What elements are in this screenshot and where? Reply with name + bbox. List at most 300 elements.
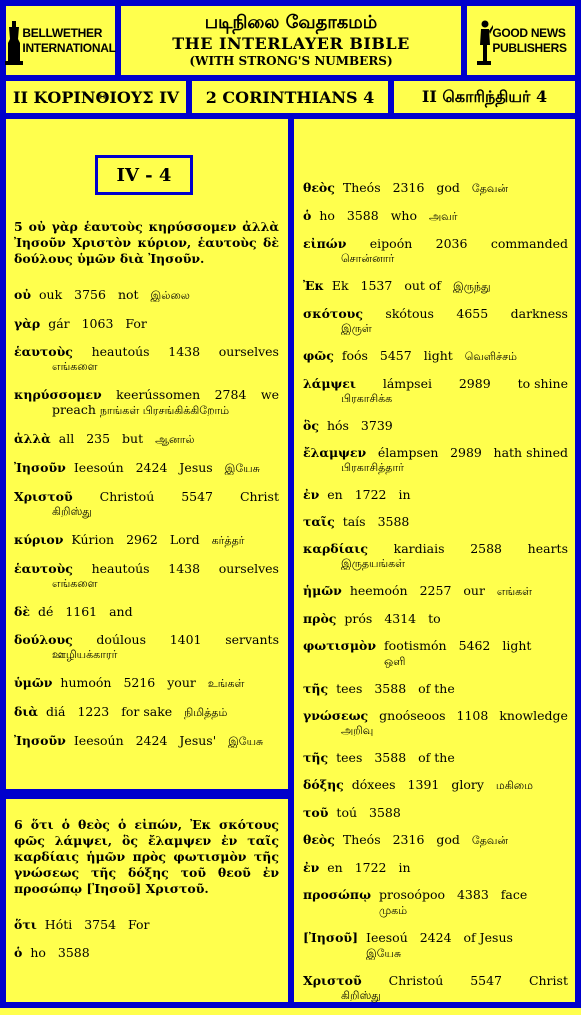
word-entry [14,632,279,662]
gloss-line [38,604,141,619]
word-row [303,208,568,224]
transliteration: gár [48,316,74,331]
word-entry [303,973,568,1003]
transliteration: ho [30,945,50,960]
word-row [303,583,568,599]
strongs-number: 1161 [65,604,102,619]
gloss-line [366,930,568,961]
strongs-number: 4655 [456,306,489,321]
word-row-continued [14,402,279,418]
word-entry [14,561,279,591]
greek-word: ὑμῶν [14,675,53,690]
tamil-gloss: இருள் [341,322,372,335]
transliteration: heemoón [349,583,412,598]
tamil-gloss: மகிமை [495,779,534,792]
word-entry [303,887,568,918]
word-entry [303,418,568,433]
transliteration: Christoú [388,973,444,988]
strongs-number: 3588 [369,805,401,820]
word-row [14,604,279,619]
word-row [303,180,568,196]
english-gloss: for sake [121,704,177,719]
word-entry [303,445,568,475]
bellwether-logo [3,3,118,78]
tamil-gloss: கிறிஸ்து [52,505,92,518]
greek-word: ὁ [14,945,23,960]
strongs-number: 1722 [354,860,391,875]
tamil-gloss: கிறிஸ்து [341,989,381,1002]
strongs-number: 4314 [384,611,421,626]
word-row [14,387,279,402]
english-gloss: who [390,208,421,223]
tamil-gloss: அறிவு [341,724,374,737]
word-entry [14,287,279,303]
bell-tower-icon [5,19,19,63]
transliteration: tees [336,681,367,696]
greek-word: Χριστοῦ [14,489,73,504]
greek-word: γὰρ [14,316,41,331]
word-row [14,675,279,691]
word-row [303,487,568,502]
word-row [14,489,279,504]
word-row [303,708,568,723]
english-gloss: light [423,348,457,363]
word-row [14,917,279,932]
greek-word: Ἰησοῦν [14,460,66,475]
word-entry [303,306,568,336]
strongs-number: 5216 [123,675,160,690]
tamil-gloss: நிமித்தம் [184,706,228,719]
tamil-gloss: இல்லை [150,289,190,302]
word-entry [14,387,279,418]
word-row [14,704,279,720]
strongs-number: 3588 [377,514,410,529]
gloss-line [319,208,465,224]
transliteration: lámpsei [382,376,432,391]
gloss-line [71,532,252,548]
word-row [303,611,568,626]
tamil-gloss: பிரகாசித்தார் [341,461,404,474]
word-row [303,860,568,875]
greek-word: δούλους [14,632,73,647]
word-entry [14,733,279,749]
word-entry [303,708,568,738]
logo-line1: GOOD NEWS [492,25,566,40]
word-row [14,632,279,647]
tamil-gloss: எங்களை [52,577,98,590]
verse5-word-list [14,287,279,749]
word-row [303,887,568,918]
word-row [303,376,568,391]
tamil-gloss: வெளிச்சம் [464,350,518,363]
strongs-number: 1438 [168,344,201,359]
transliteration: Ieesoún [73,460,128,475]
english-gloss: of the [418,681,455,696]
messenger-figure-icon [475,19,489,63]
word-row [303,278,568,294]
strongs-number: 2989 [458,376,491,391]
english-gloss: Christ [528,973,568,988]
strongs-number: 2316 [392,180,429,195]
tamil-gloss: நாங்கள் பிரசங்கிக்கிறோம் [99,404,230,417]
english-gloss: in [398,860,411,875]
subtitle: (WITH STRONG'S NUMBERS) [189,54,393,68]
english-gloss: in [398,487,411,502]
english-gloss: Christ [239,489,279,504]
gloss-line [46,704,235,720]
word-row [303,930,568,961]
transliteration: humoón [60,675,116,690]
word-row [303,236,568,251]
tamil-gloss: பிரகாசிக்க [341,392,393,405]
strongs-number: 5547 [181,489,213,504]
greek-word: γνώσεως [303,708,369,723]
greek-word: φῶς [303,348,334,363]
greek-word: κύριον [14,532,64,547]
greek-word: Χριστοῦ [303,973,362,988]
word-entry [303,487,568,502]
english-gloss: hearts [527,541,568,556]
word-entry [14,316,279,331]
strongs-number: 2962 [126,532,162,547]
transliteration: doúlous [96,632,146,647]
english-gloss: we [260,387,279,402]
book-english: 2 CORINTHIANS 4 [189,78,391,116]
transliteration: Theós [342,832,385,847]
english-gloss: servants [225,632,279,647]
strongs-number: 2316 [392,832,429,847]
verse6-greek-text: 6 ὅτι ὁ θεὸς ὁ εἰπών, Ἐκ σκότους φῶς λάμψει, ὃς ἔλαμψεν ἐν ταῖς καρδίαις ἡμῶν πρὸς φωτισμὸν τῆς γνώσεως τῆς δόξης τοῦ θεοῦ ἐν προσώπῳ [Ἰησοῦ] Χριστοῦ. [14,817,279,896]
strongs-number: 1722 [354,487,391,502]
gloss-line [379,887,568,918]
good-news-logo [464,3,578,78]
gloss-line [343,180,516,196]
transliteration: footismón [384,638,451,653]
transliteration: ho [319,208,339,223]
greek-word: τῆς [303,750,329,765]
transliteration: Kúrion [71,532,119,547]
english-gloss: of the [418,750,455,765]
word-entry [303,514,568,529]
transliteration: all [58,431,79,446]
english-gloss: ourselves [218,561,279,576]
transliteration: en [327,860,347,875]
tamil-gloss: இருந்து [453,280,491,293]
gloss-line [332,278,499,294]
word-row [303,418,568,433]
strongs-number: 1391 [407,777,444,792]
greek-word: ἐν [303,487,320,502]
word-entry [303,750,568,765]
word-entry [303,180,568,196]
strongs-number: 1438 [168,561,201,576]
verse6-word-list [14,917,279,960]
english-gloss: of Jesus [463,930,513,945]
transliteration: toú [336,805,361,820]
strongs-number: 2424 [419,930,456,945]
word-row [303,973,568,988]
word-entry [14,489,279,519]
word-entry [303,583,568,599]
word-entry [303,777,568,793]
transliteration: Ieesoú [366,930,412,945]
strongs-number: 235 [86,431,115,446]
greek-word: τοῦ [303,805,329,820]
gloss-line [342,348,525,364]
greek-word: [Ἰησοῦ] [303,930,359,945]
gloss-line [48,316,155,331]
transliteration: dóxees [351,777,400,792]
word-entry [303,860,568,875]
transliteration: eipoón [369,236,413,251]
greek-word: ἀλλὰ [14,431,51,446]
strongs-number: 3588 [374,681,411,696]
word-row [303,348,568,364]
greek-word: ἑαυτοὺς [14,561,73,576]
strongs-number: 5547 [470,973,502,988]
verse6-content [14,817,279,973]
word-entry [303,376,568,406]
english-gloss-continued: preach [52,402,100,417]
title-tamil: படிநிலை வேதாகமம் [204,12,378,33]
strongs-number: 3756 [74,287,110,302]
strongs-number: 5457 [379,348,416,363]
english-gloss: to shine [517,376,568,391]
tamil-gloss: எங்களை [52,360,98,373]
gloss-line [39,287,198,303]
word-row [303,750,568,765]
greek-word: ἡμῶν [303,583,342,598]
strongs-number: 3588 [374,750,411,765]
transliteration: en [327,487,347,502]
english-gloss: our [463,583,489,598]
greek-word: ταῖς [303,514,335,529]
transliteration: taís [342,514,370,529]
word-row [14,945,279,960]
word-entry [14,460,279,476]
transliteration: skótous [385,306,434,321]
greek-word: Ἰησοῦν [14,733,66,748]
gloss-line [352,777,541,793]
word-entry [14,604,279,619]
strongs-number: 3588 [346,208,383,223]
english-gloss: light [502,638,532,653]
word-row [303,805,568,820]
transliteration: prós [344,611,377,626]
greek-word: ὃς [303,418,319,433]
word-entry [303,541,568,571]
transliteration: ouk [39,287,67,302]
strongs-number: 4383 [456,887,493,902]
word-row [303,638,568,669]
word-entry [303,832,568,848]
logo-line2: PUBLISHERS [492,40,567,55]
transliteration: dé [37,604,58,619]
english-gloss: knowledge [499,708,568,723]
transliteration: Ieesoún [73,733,128,748]
greek-word: πρὸς [303,611,337,626]
gloss-line [384,638,568,669]
english-gloss: darkness [510,306,568,321]
gloss-line [343,832,516,848]
word-row [303,777,568,793]
word-entry [14,675,279,691]
tamil-gloss: அவர் [428,210,458,223]
gloss-line [327,860,418,875]
transliteration: hós [326,418,353,433]
transliteration: foós [341,348,372,363]
greek-word: προσώπῳ [303,887,371,902]
greek-word: δόξης [303,777,344,792]
tamil-gloss: சொன்னார் [341,252,395,265]
tamil-gloss: உங்கள் [207,677,245,690]
tamil-gloss: தேவன் [471,182,509,195]
word-row [14,431,279,447]
english-gloss: hath shined [493,445,568,460]
gloss-line [59,431,203,447]
word-entry [303,611,568,626]
tamil-gloss: இயேசு [228,735,264,748]
verse5-greek-text: 5 οὐ γὰρ ἑαυτοὺς κηρύσσομεν ἀλλὰ Ἰησοῦν Χριστὸν κύριον, ἑαυτοὺς δὲ δούλους ὑμῶν διὰ Ἰησοῦν. [14,219,279,266]
transliteration: gnoóseoos [379,708,446,723]
gloss-line [343,514,418,529]
greek-word: λάμψει [303,376,356,391]
english-gloss: god [436,180,464,195]
word-row [14,561,279,576]
tamil-gloss: தேவன் [471,834,509,847]
transliteration: diá [46,704,70,719]
strongs-number: 2257 [419,583,456,598]
greek-word: Ἐκ [303,278,324,293]
greek-word: ὁ [303,208,312,223]
greek-word: τῆς [303,681,329,696]
greek-word: διὰ [14,704,39,719]
gloss-line [336,805,408,820]
logo-line1: BELLWETHER [22,25,103,40]
gloss-line [327,418,401,433]
transliteration: keerússomen [116,387,201,402]
english-gloss: not [117,287,143,302]
greek-word: ὅτι [14,917,37,932]
english-gloss: your [167,675,200,690]
strongs-number: 1537 [360,278,397,293]
right-word-list [303,180,568,1015]
word-row [14,316,279,331]
strongs-number: 1108 [456,708,489,723]
greek-word: καρδίαις [303,541,368,556]
transliteration: heautoús [91,561,150,576]
english-gloss: ourselves [218,344,279,359]
strongs-number: 1063 [81,316,118,331]
transliteration: heautoús [91,344,150,359]
logo-line2: INTERNATIONAL [22,40,116,55]
greek-word: εἰπών [303,236,347,251]
english-gloss: face [500,887,528,902]
title-english: THE INTERLAYER BIBLE [172,34,410,53]
word-row [303,306,568,321]
book-tamil: II கொரிந்தியர் 4 [391,78,578,116]
gloss-line [74,460,268,476]
strongs-number: 5462 [458,638,495,653]
greek-word: κηρύσσομεν [14,387,102,402]
greek-word: θεὸς [303,180,335,195]
word-entry [14,532,279,548]
transliteration: Hóti [44,917,77,932]
transliteration: Christoú [99,489,155,504]
word-row [14,532,279,548]
strongs-number: 2784 [214,387,247,402]
word-row [14,287,279,303]
greek-word: σκότους [303,306,363,321]
tamil-gloss: இயேசு [224,462,260,475]
title-block [118,3,464,78]
word-row [14,344,279,359]
tamil-gloss: ஊழியக்காரர் [52,648,118,661]
verse5-content [14,219,279,762]
strongs-number: 3739 [360,418,393,433]
word-entry [303,805,568,820]
greek-word: φωτισμὸν [303,638,377,653]
gloss-line [344,611,448,626]
word-row [303,445,568,460]
transliteration: kardiais [393,541,445,556]
word-entry [303,681,568,696]
greek-word: δὲ [14,604,30,619]
english-gloss: out of [404,278,446,293]
word-entry [14,917,279,932]
greek-word: ἔλαμψεν [303,445,367,460]
strongs-number: 1223 [77,704,114,719]
word-row [303,681,568,696]
english-gloss: but [122,431,148,446]
word-entry [14,704,279,720]
english-gloss: to [428,611,441,626]
word-entry [303,278,568,294]
english-gloss: glory [451,777,488,792]
strongs-number: 2588 [470,541,502,556]
gloss-line [336,681,463,696]
greek-word: ἐν [303,860,320,875]
transliteration: Ek [331,278,353,293]
tamil-gloss: கர்த்தர் [211,534,245,547]
english-gloss: For [128,917,150,932]
strongs-number: 2424 [135,460,172,475]
greek-word: θεὸς [303,832,335,847]
gloss-line [327,487,418,502]
transliteration: prosoópoo [378,887,449,902]
tamil-gloss: ஒளி [384,655,406,668]
greek-word: ἑαυτοὺς [14,344,73,359]
word-entry [303,208,568,224]
word-entry [303,348,568,364]
book-greek: II ΚΟΡΙΝΘΙΟΥΣ IV [3,78,189,116]
chapter-label: IV - 4 [95,155,193,195]
gloss-line [45,917,158,932]
word-row [14,460,279,476]
word-entry [14,431,279,447]
tamil-gloss: இருதயங்கள் [341,557,406,570]
strongs-number: 3588 [57,945,90,960]
gloss-line [74,733,271,749]
gloss-line [30,945,97,960]
tamil-gloss: இயேசு [366,947,402,960]
tamil-gloss: முகம் [378,904,408,917]
english-gloss: god [436,832,464,847]
english-gloss: Jesus' [179,733,221,748]
english-gloss: Lord [169,532,204,547]
tamil-gloss: ஆனால் [155,433,195,446]
transliteration: Theós [342,180,385,195]
